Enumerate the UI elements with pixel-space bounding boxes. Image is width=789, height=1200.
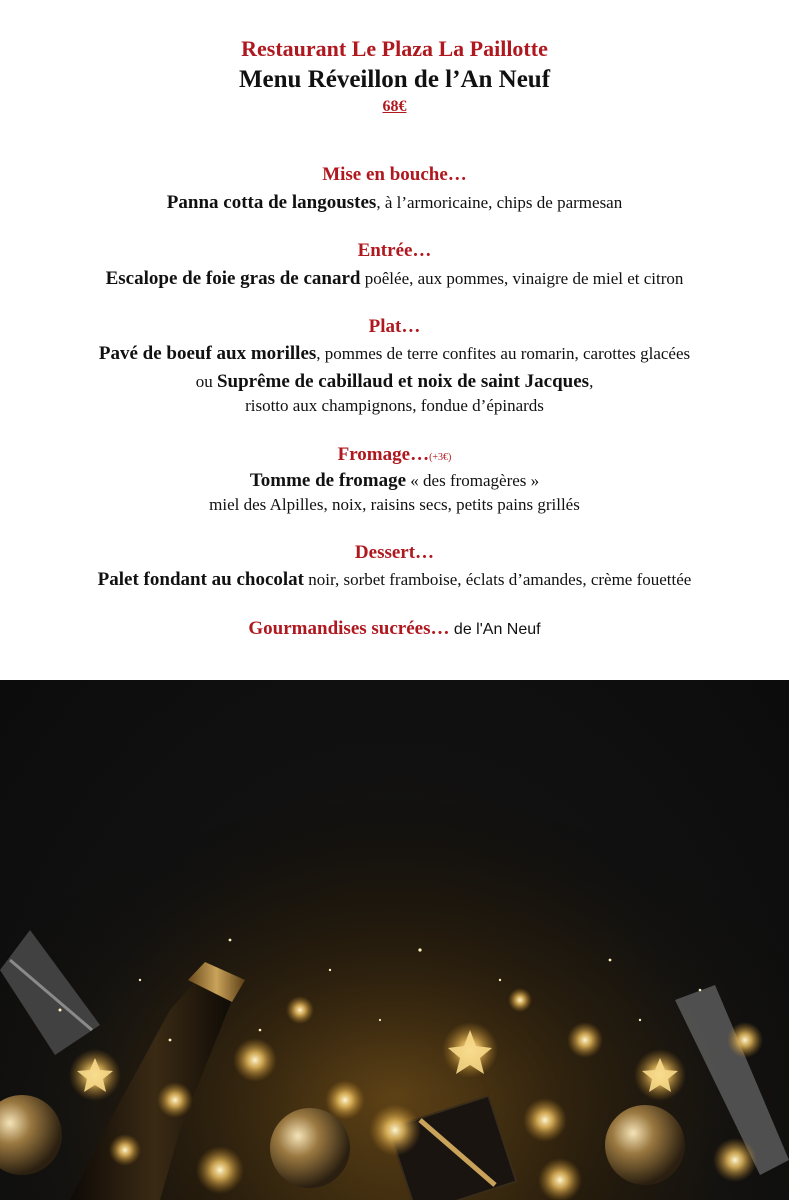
menu-price: 68€ bbox=[382, 98, 407, 115]
dish-plat-option2 bbox=[0, 371, 789, 393]
dish-dessert-desc: noir, sorbet framboise, éclats d’amandes, crème fouettée bbox=[304, 570, 692, 589]
dish-fromage-line2: miel des Alpilles, noix, raisins secs, petits pains grillés bbox=[209, 495, 580, 514]
course-heading-fromage bbox=[0, 444, 789, 466]
restaurant-name: Restaurant Le Plaza La Paillotte bbox=[241, 36, 548, 61]
gourmandises-desc: de l'An Neuf bbox=[449, 621, 541, 638]
course-gourmandises bbox=[0, 618, 789, 640]
dish-amuse bbox=[0, 192, 789, 214]
dish-fromage bbox=[0, 470, 789, 492]
course-heading-fromage-label: Fromage… bbox=[337, 444, 430, 465]
dish-fromage-name: Tomme de fromage bbox=[249, 470, 407, 491]
bauble-center bbox=[270, 1108, 350, 1188]
dish-plat-option1-name: Pavé de boeuf aux morilles bbox=[98, 343, 317, 364]
course-heading-gourmandises: Gourmandises sucrées… bbox=[248, 618, 450, 639]
dish-amuse-name: Panna cotta de langoustes bbox=[166, 192, 377, 213]
dish-plat-option1 bbox=[0, 343, 789, 365]
dish-entree-name: Escalope de foie gras de canard bbox=[105, 268, 361, 289]
course-heading-entree: Entrée… bbox=[357, 240, 432, 261]
dish-plat-option2-name: Suprême de cabillaud et noix de saint Jacques bbox=[216, 371, 590, 392]
dish-dessert bbox=[0, 569, 789, 591]
bauble-right bbox=[605, 1105, 685, 1185]
dish-plat-option2-comma: , bbox=[589, 372, 594, 391]
dish-dessert-name: Palet fondant au chocolat bbox=[97, 569, 305, 590]
dish-entree-desc: poêlée, aux pommes, vinaigre de miel et citron bbox=[360, 269, 684, 288]
dish-plat-or: ou bbox=[195, 372, 217, 391]
dish-plat-option2-desc: risotto aux champignons, fondue d’épinards bbox=[245, 396, 544, 415]
festive-illustration bbox=[0, 680, 789, 1200]
dish-plat-option1-desc: , pommes de terre confites au romarin, carottes glacées bbox=[316, 344, 691, 363]
dish-amuse-desc: , à l’armoricaine, chips de parmesan bbox=[376, 193, 623, 212]
menu-title: Menu Réveillon de l’An Neuf bbox=[238, 66, 551, 93]
course-heading-dessert: Dessert… bbox=[354, 542, 435, 563]
dish-fromage-desc: « des fromagères » bbox=[406, 471, 540, 490]
course-heading-amuse: Mise en bouche… bbox=[322, 164, 467, 185]
fromage-supplement: (+3€) bbox=[429, 452, 452, 463]
festive-photo bbox=[0, 680, 789, 1200]
course-heading-plat: Plat… bbox=[368, 316, 421, 337]
dish-entree bbox=[0, 268, 789, 290]
